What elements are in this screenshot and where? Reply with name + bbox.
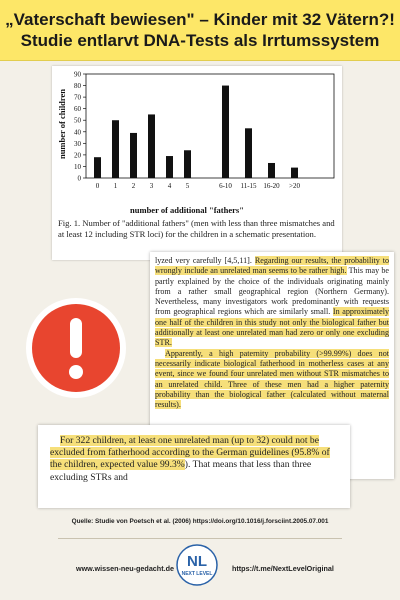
divider — [58, 538, 342, 539]
x-tick-label: 1 — [113, 182, 118, 190]
excerpt-text: lyzed very carefully [4,5,11]. — [155, 256, 255, 265]
bar-0 — [94, 157, 101, 178]
title-line-1: „Vaterschaft bewiesen" – Kinder mit 32 Vätern?! — [5, 10, 395, 29]
bar-2 — [130, 133, 137, 178]
bar-11-15 — [245, 128, 252, 178]
bar-5 — [184, 150, 191, 178]
bar-6-10 — [222, 86, 229, 178]
y-axis-label: number of children — [57, 88, 67, 160]
y-tick-label: 90 — [74, 70, 81, 79]
y-tick-label: 70 — [74, 93, 81, 102]
quote-rest: ). That means that less than three excluding STRs and — [50, 459, 312, 483]
excerpt-paragraph-2 — [155, 349, 389, 411]
quote-card — [38, 425, 350, 508]
bar-3 — [148, 114, 155, 178]
highlighted-text: For 322 children, at least one unrelated man (up to 32) could not be excluded from fatherhood according to the German guidelines (95.8% of the children, expected value 99.3% — [50, 435, 330, 471]
excerpt-text: This may be partly explained by the choice of the individuals originating mainly from a rather small geographical region (Northern Germany). Nevertheless, many investigators work predominantly with requests from geographical regions which are similarly small. — [155, 266, 389, 317]
source-citation: Quelle: Studie von Poetsch et al. (2006) https://doi.org/10.1016/j.forsciint.2005.07.001 — [71, 518, 329, 525]
highlighted-text: Apparently, a high paternity probability (>99.99%) does not necessarily indicate biological fatherhood in motherless cases at any event, since we found four unrelated men without STR mismatches to an unrelated child. Three of these men had a higher paternity probability than the biological father (calculated without maternal results). — [155, 348, 389, 410]
y-tick-label: 0 — [77, 174, 81, 183]
plot-frame — [86, 74, 334, 178]
x-tick-label: 5 — [185, 182, 190, 190]
logo-text: NEXT LEVEL — [181, 571, 213, 577]
y-tick-label: 80 — [74, 82, 81, 91]
x-tick-label: 3 — [149, 182, 154, 190]
figure-caption: Fig. 1. Number of "additional fathers" (men with less than three mismatches and at least 12 including STR loci) for the children in a schematic presentation. — [58, 218, 335, 239]
quote-text — [50, 435, 338, 484]
x-tick-label: 6-10 — [219, 182, 232, 190]
telegram-link[interactable]: https://t.me/NextLevelOriginal — [232, 564, 334, 573]
x-axis-label: number of additional "fathers" — [130, 205, 244, 215]
y-tick-label: 20 — [74, 151, 81, 160]
bar-16-20 — [268, 163, 275, 178]
x-tick-label: 4 — [167, 182, 172, 190]
x-tick-label: >20 — [289, 182, 300, 190]
bar-1 — [112, 120, 119, 178]
bar-4 — [166, 156, 173, 178]
title-banner — [0, 0, 400, 61]
bar->20 — [291, 168, 298, 178]
title-line-2: Studie entlarvt DNA-Tests als Irrtumssystem — [20, 31, 380, 50]
y-tick-label: 10 — [74, 162, 81, 171]
highlighted-text: In approximately one half of the children in this study not only the biological father but additionally at least one unrelated man had zero or only one excluding STR. — [155, 307, 390, 348]
exclamation-circle-icon — [24, 296, 128, 400]
figure-card — [52, 66, 342, 260]
highlighted-text: Regarding our results, the probability to wrongly include an unrelated man seems to be rather high. — [155, 256, 390, 276]
x-tick-label: 2 — [131, 182, 136, 190]
website-link[interactable]: www.wissen-neu-gedacht.de — [76, 564, 174, 573]
y-tick-label: 30 — [74, 139, 81, 148]
x-tick-label: 16-20 — [263, 182, 280, 190]
x-tick-label: 11-15 — [240, 182, 257, 190]
next-level-logo — [176, 544, 218, 586]
logo-mark: NL — [187, 553, 207, 570]
y-tick-label: 50 — [74, 116, 81, 125]
y-tick-label: 40 — [74, 128, 81, 137]
y-tick-label: 60 — [74, 105, 81, 114]
x-tick-label: 0 — [95, 182, 100, 190]
excerpt-paragraph-1 — [155, 256, 389, 349]
bar-chart — [52, 66, 342, 218]
